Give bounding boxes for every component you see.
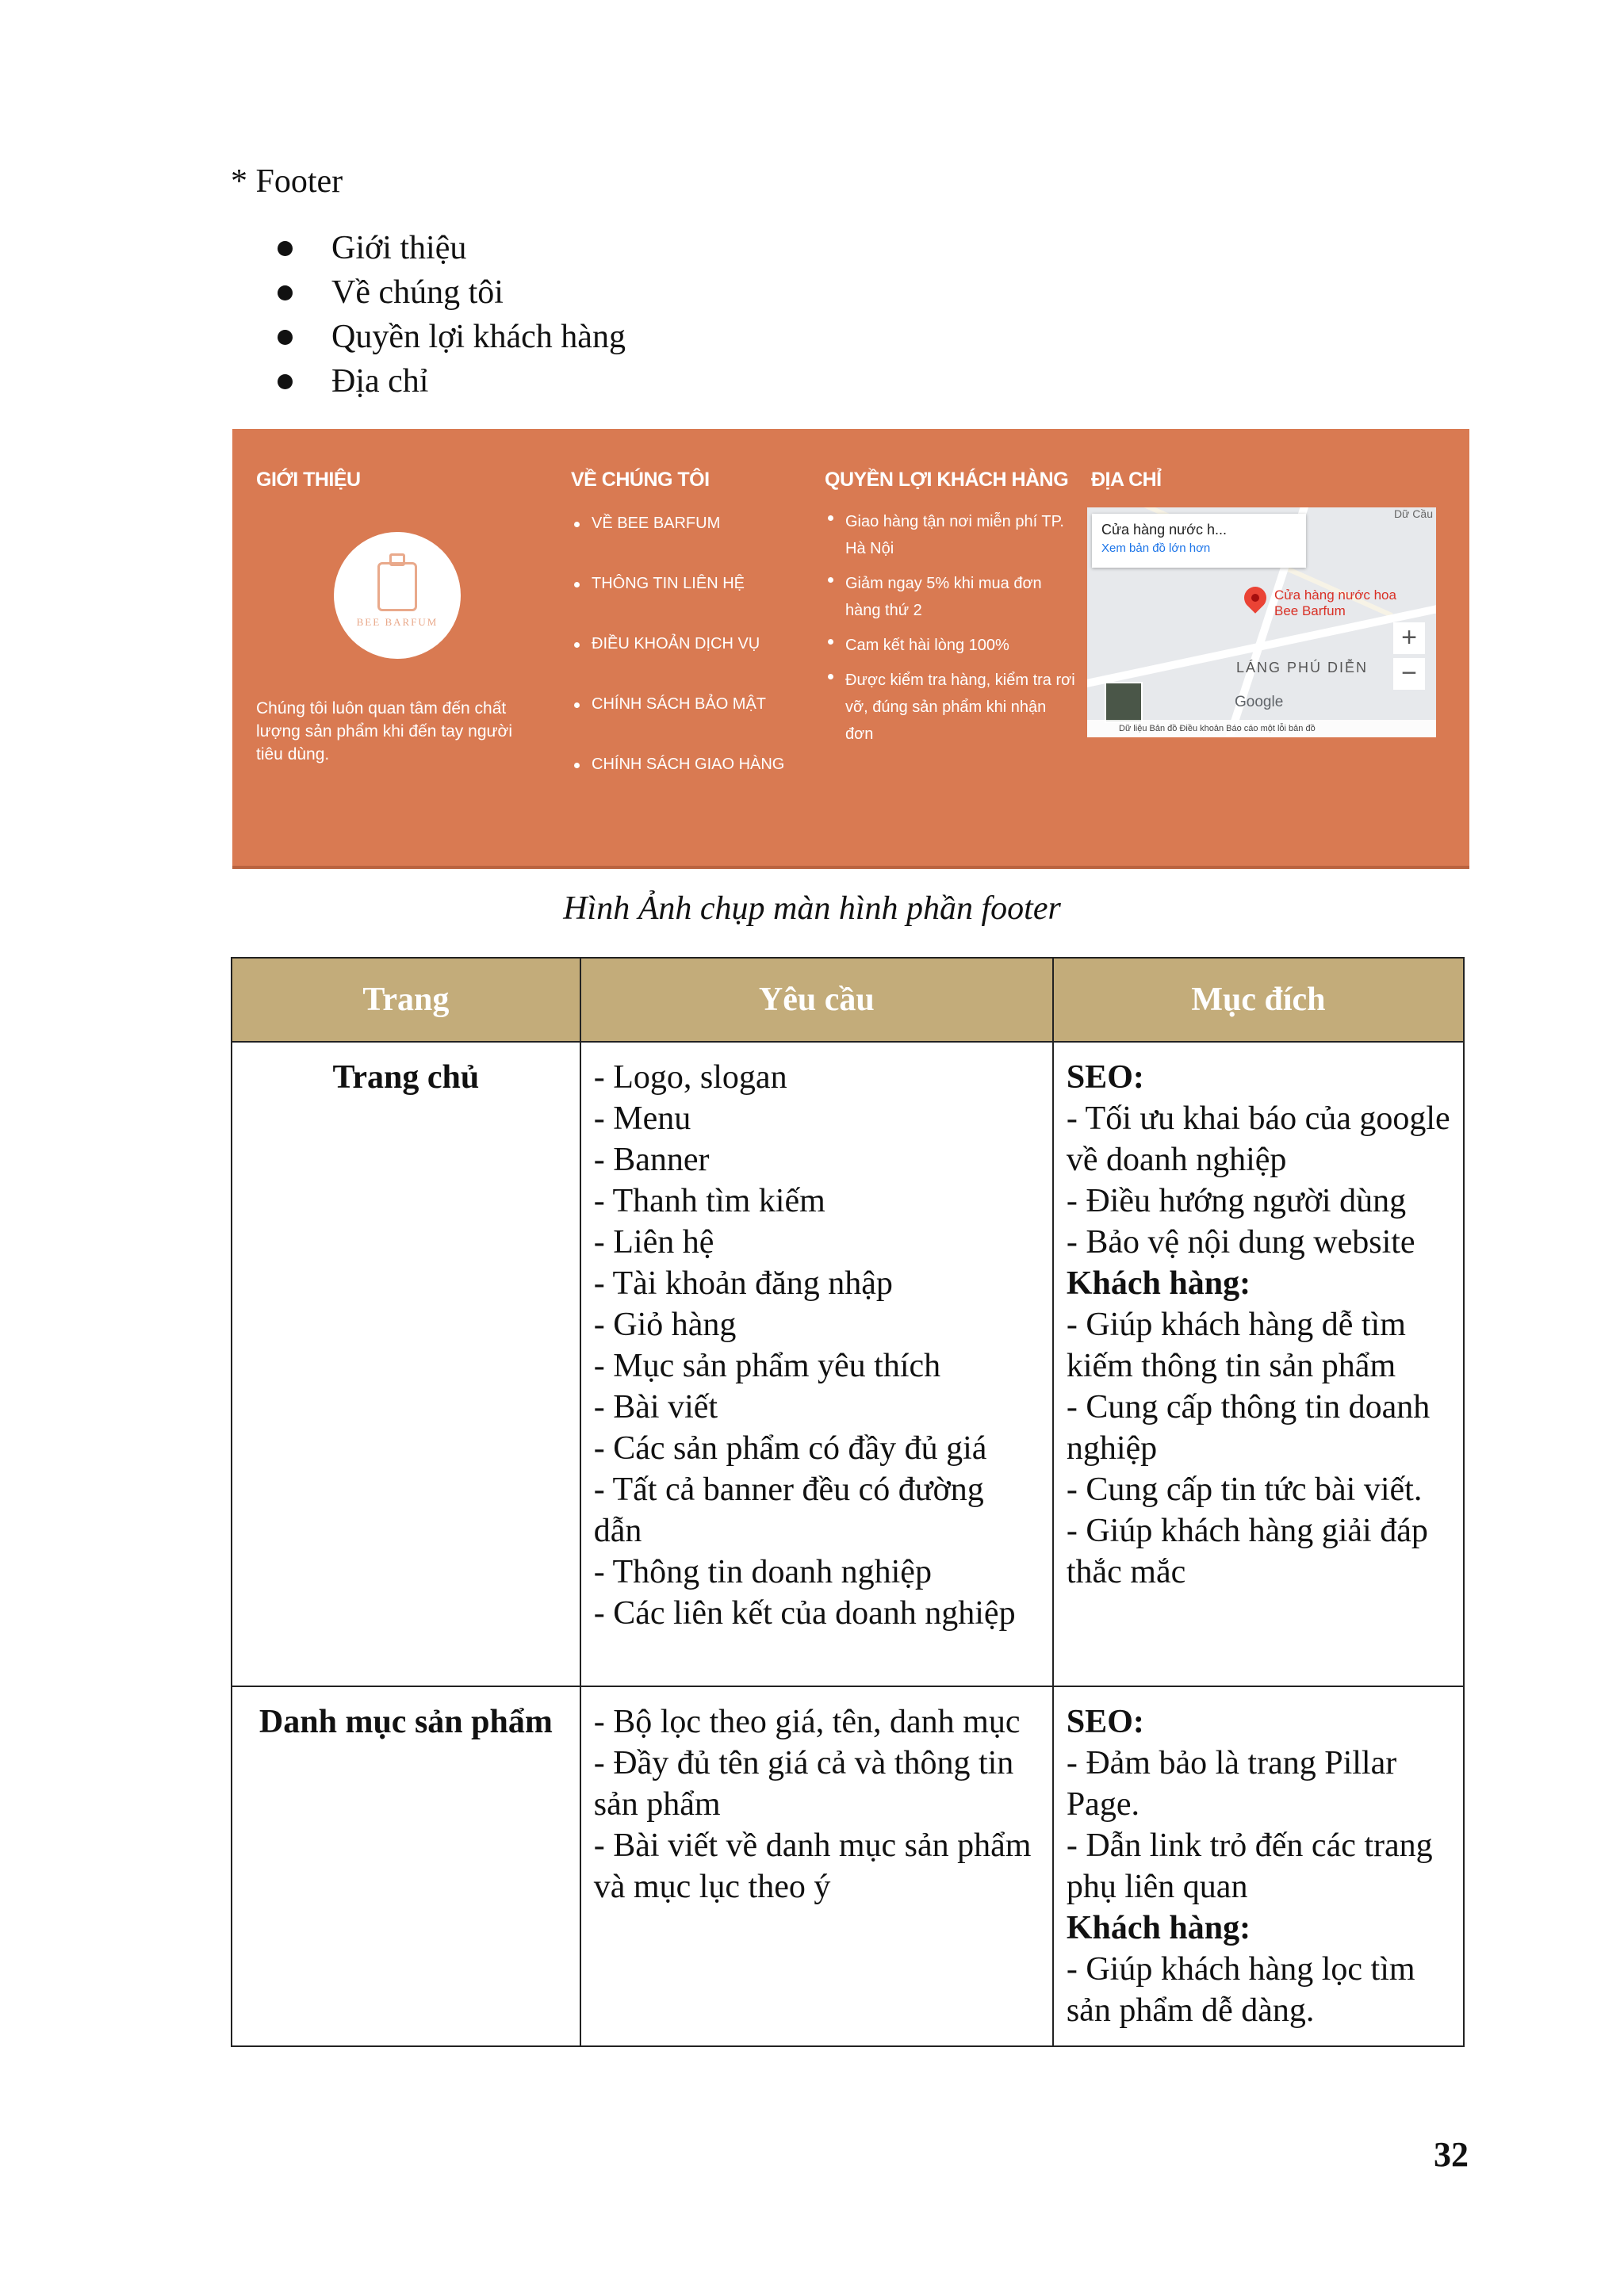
requirement-line: - Giỏ hàng	[593, 1307, 737, 1343]
requirement-line: - Tất cả banner đều có đường dẫn	[593, 1471, 984, 1549]
requirement-line: - Banner	[593, 1142, 710, 1178]
requirement-line: - Liên hệ	[593, 1224, 714, 1261]
purpose-line: - Giúp khách hàng giải đáp thắc mắc	[1066, 1513, 1428, 1590]
page-cell: Trang chủ	[232, 1042, 580, 1686]
larger-map-link[interactable]: Xem bản đồ lớn hơn	[1101, 541, 1211, 555]
requirement-line: - Tài khoản đăng nhập	[593, 1265, 893, 1302]
embedded-map[interactable]	[1087, 507, 1436, 737]
zoom-out-button[interactable]: −	[1393, 658, 1425, 690]
intro-title: GIỚI THIỆU	[256, 469, 361, 491]
footer-link[interactable]: THÔNG TIN LIÊN HỆ	[571, 575, 784, 635]
requirement-line: - Bài viết	[593, 1389, 718, 1425]
requirement-line: - Thông tin doanh nghiệp	[593, 1554, 932, 1590]
purpose-line: - Điều hướng người dùng	[1066, 1183, 1407, 1219]
figure-caption: Hình Ảnh chụp màn hình phần footer	[563, 890, 1061, 927]
requirement-line: - Thanh tìm kiếm	[593, 1183, 825, 1219]
google-logo: Google	[1235, 694, 1284, 710]
map-corner-label: Dữ Cầu	[1393, 507, 1433, 520]
footer-screenshot	[232, 429, 1469, 869]
purpose-line: - Cung cấp tin tức bài viết.	[1066, 1471, 1423, 1508]
footer-link[interactable]: ĐIỀU KHOẢN DỊCH VỤ	[571, 635, 784, 695]
requirement-line: - Các liên kết của doanh nghiệp	[593, 1595, 1016, 1632]
list-item-label: Quyền lợi khách hàng	[331, 319, 626, 355]
purpose-line: - Đảm bảo là trang Pillar Page.	[1066, 1745, 1397, 1823]
about-links	[571, 515, 784, 816]
about-title: VỀ CHÚNG TÔI	[571, 469, 710, 491]
requirement-line: - Mục sản phẩm yêu thích	[593, 1348, 941, 1384]
benefit-item: Giảm ngay 5% khi mua đơn hàng thứ 2	[825, 570, 1075, 624]
seo-subheading: SEO:	[1066, 1704, 1144, 1740]
perfume-bottle-icon	[377, 562, 417, 611]
intro-text: Chúng tôi luôn quan tâm đến chất lượng sản phẩm khi đến tay người tiêu dùng.	[256, 699, 512, 763]
map-card-title: Cửa hàng nước h...	[1101, 522, 1227, 538]
map-info-card	[1092, 514, 1306, 568]
requirement-line: - Đầy đủ tên giá cả và thông tin sản phẩm	[593, 1745, 1014, 1823]
bullet-icon	[278, 285, 293, 300]
zoom-in-button[interactable]: +	[1393, 622, 1425, 654]
table-row	[232, 1686, 1464, 2046]
bullet-icon	[278, 374, 293, 389]
pin-label: Cửa hàng nước hoa Bee Barfum	[1274, 587, 1396, 618]
table-row	[232, 1042, 1464, 1686]
purpose-cell	[1053, 1042, 1464, 1686]
purpose-line: - Giúp khách hàng dễ tìm kiếm thông tin sản phẩm	[1066, 1307, 1406, 1384]
table-header-row	[232, 958, 1464, 1042]
benefit-item: Cam kết hài lòng 100%	[825, 632, 1075, 659]
footer-link[interactable]: CHÍNH SÁCH BẢO MẬT	[571, 695, 784, 756]
address-title: ĐỊA CHỈ	[1091, 469, 1162, 491]
footer-link[interactable]: CHÍNH SÁCH GIAO HÀNG	[571, 756, 784, 816]
list-item	[278, 226, 626, 270]
page-number: 32	[1434, 2135, 1469, 2174]
requirements-table	[231, 957, 1465, 2047]
column-header: Trang	[232, 958, 580, 1042]
list-item	[278, 315, 626, 359]
seo-subheading: SEO:	[1066, 1059, 1144, 1096]
brand-logo	[334, 532, 461, 659]
map-attribution-bar: Dữ liệu Bản đồ Điều khoản Báo cáo một lỗi bản đồ	[1087, 720, 1436, 737]
benefit-item: Được kiểm tra hàng, kiểm tra rơi vỡ, đúng sản phẩm khi nhận đơn	[825, 667, 1075, 748]
benefits-list	[825, 508, 1075, 756]
list-item-label: Giới thiệu	[331, 230, 467, 266]
benefits-title: QUYỀN LỢI KHÁCH HÀNG	[825, 469, 1069, 491]
page-cell: Danh mục sản phẩm	[232, 1686, 580, 2046]
purpose-cell	[1053, 1686, 1464, 2046]
purpose-line: - Bảo vệ nội dung website	[1066, 1224, 1415, 1261]
requirements-cell	[580, 1042, 1053, 1686]
satellite-toggle[interactable]	[1105, 682, 1143, 723]
list-item-label: Về chúng tôi	[331, 274, 504, 311]
list-item	[278, 359, 626, 404]
requirement-line: - Bài viết về danh mục sản phẩm và mục lục theo ý	[593, 1827, 1032, 1905]
purpose-line: - Dẫn link trỏ đến các trang phụ liên quan	[1066, 1827, 1433, 1905]
purpose-line: - Cung cấp thông tin doanh nghiệp	[1066, 1389, 1431, 1467]
logo-text: BEE BARFUM	[356, 616, 439, 628]
bullet-icon	[278, 330, 293, 345]
purpose-line: - Tối ưu khai báo của google về doanh nghiệp	[1066, 1100, 1450, 1178]
customer-subheading: Khách hàng:	[1066, 1910, 1251, 1946]
requirement-line: - Bộ lọc theo giá, tên, danh mục	[593, 1704, 1021, 1740]
column-header: Yêu cầu	[580, 958, 1053, 1042]
area-label: LÁNG PHÚ DIỄN	[1236, 660, 1369, 675]
section-heading: * Footer	[231, 163, 343, 200]
purpose-line: - Giúp khách hàng lọc tìm sản phẩm dễ dàng.	[1066, 1951, 1415, 2029]
list-item	[278, 270, 626, 315]
customer-subheading: Khách hàng:	[1066, 1265, 1251, 1302]
column-header: Mục đích	[1053, 958, 1464, 1042]
requirement-line: - Menu	[593, 1100, 691, 1137]
requirements-cell	[580, 1686, 1053, 2046]
requirement-line: - Logo, slogan	[593, 1059, 787, 1096]
benefit-item: Giao hàng tận nơi miễn phí TP. Hà Nội	[825, 508, 1075, 562]
list-item-label: Địa chỉ	[331, 363, 429, 400]
footer-items-list	[278, 226, 626, 404]
bullet-icon	[278, 241, 293, 256]
requirement-line: - Các sản phẩm có đầy đủ giá	[593, 1430, 987, 1467]
footer-link[interactable]: VỀ BEE BARFUM	[571, 515, 784, 575]
